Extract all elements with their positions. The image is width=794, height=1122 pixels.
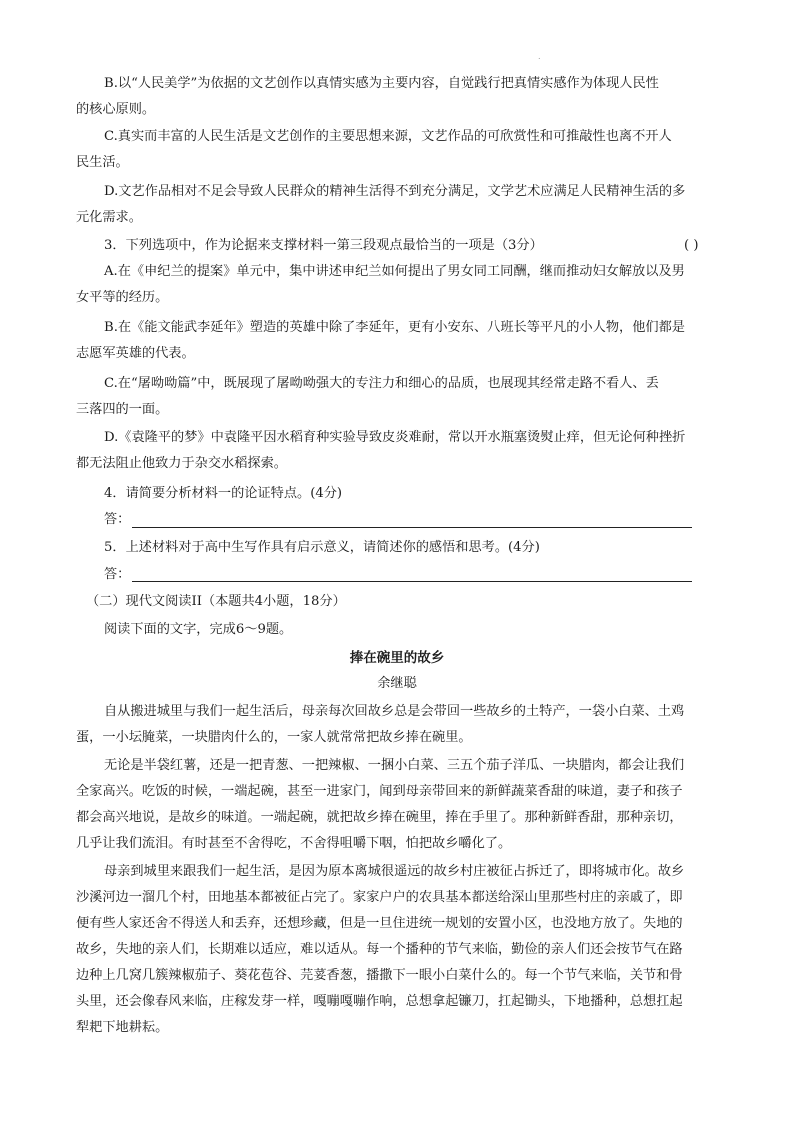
q3-option-b-line2: 志愿军英雄的代表。 xyxy=(76,346,195,361)
p3-line7: 犁耙下地耕耘。 xyxy=(76,1020,169,1035)
p1-line1: 自从搬进城里与我们一起生活后，母亲每次回故乡总是会带回一些故乡的土特产，一袋小白菜、土鸡 xyxy=(104,704,685,719)
q2-option-d-line2: 元化需求。 xyxy=(76,210,142,225)
q2-option-b-line1: B.以“人民美学”为依据的文艺创作以真情实感为主要内容，自觉践行把真情实感作为体现人民性 xyxy=(104,76,659,91)
q5-answer-line[interactable] xyxy=(132,581,692,582)
section-instruction: 阅读下面的文字，完成6～9题。 xyxy=(104,622,293,637)
p2-line2: 全家高兴。吃饭的时候，一端起碗，甚至一进家门，闻到母亲带回来的新鲜蔬菜香甜的味道，妻子和孩子 xyxy=(76,784,683,799)
q3-option-c-line1: C.在“屠呦呦篇”中，既展现了屠呦呦强大的专注力和细心的品质，也展现其经常走路不看人、丢 xyxy=(104,376,659,391)
q4-answer-label: 答： xyxy=(104,512,131,527)
q4-answer-line[interactable] xyxy=(132,527,692,528)
q2-option-d-line1: D.文艺作品相对不足会导致人民群众的精神生活得不到充分满足，文学艺术应满足人民精神生活的多 xyxy=(104,184,686,199)
q3-option-d-line2: 都无法阻止他致力于杂交水稻探索。 xyxy=(76,456,287,471)
p3-line5: 边种上几窝几簇辣椒茄子、葵花苞谷、芫荽香葱，播撒下一眼小白菜什么的。每一个节气来临，关节和骨 xyxy=(76,968,683,983)
q3-option-c-line2: 三落四的一面。 xyxy=(76,402,169,417)
p1-line2: 蛋，一小坛腌菜，一块腊肉什么的，一家人就常常把故乡捧在碗里。 xyxy=(76,730,472,745)
p3-line1: 母亲到城里来跟我们一起生活，是因为原本离城很遥远的故乡村庄被征占拆迁了，即将城市化。故乡 xyxy=(104,864,685,879)
p2-line1: 无论是半袋红薯，还是一把青葱、一把辣椒、一捆小白菜、三五个茄子洋瓜、一块腊肉，都会让我们 xyxy=(104,758,685,773)
q2-option-c-line2: 民生活。 xyxy=(76,155,129,170)
q3-option-b-line1: B.在《能文能武李延年》塑造的英雄中除了李延年，更有小安东、八班长等平凡的小人物，他们都是 xyxy=(104,320,685,335)
q5-answer-label: 答： xyxy=(104,567,131,582)
q3-stem: 3．下列选项中，作为论据来支撑材料一第三段观点最恰当的一项是（3分） xyxy=(104,238,543,253)
p2-line3: 都会高兴地说，是故乡的味道。一端起碗，就把故乡捧在碗里，捧在手里了。那种新鲜香甜，那种亲切， xyxy=(76,810,683,825)
p3-line2: 沙溪河边一溜几个村，田地基本都被征占完了。家家户户的农具基本都送给深山里那些村庄的亲戚了，即 xyxy=(76,890,683,905)
q2-option-c-line1: C.真实而丰富的人民生活是文艺创作的主要思想来源，文艺作品的可欣赏性和可推敲性也离不开人 xyxy=(104,129,672,144)
q3-option-a-line1: A.在《申纪兰的提案》单元中，集中讲述申纪兰如何提出了男女同工同酬，继而推动妇女解放以及男 xyxy=(104,264,685,279)
q3-option-d-line1: D.《袁隆平的梦》中袁隆平因水稻育种实验导致皮炎难耐，常以开水瓶塞烫熨止痒，但无论何种挫折 xyxy=(104,430,686,445)
q5-stem: 5．上述材料对于高中生写作具有启示意义，请简述你的感悟和思考。(4分) xyxy=(104,540,540,555)
p3-line6: 头里，还会像春风来临，庄稼发芽一样，嘎嘣嘎嘣作响，总想拿起镰刀，扛起锄头，下地播种，总想扛起 xyxy=(76,994,683,1009)
p3-line3: 便有些人家还舍不得送人和丢弃，还想珍藏，但是一旦住进统一规划的安置小区，也没地方放了。失地的 xyxy=(76,916,683,931)
q4-stem: 4．请简要分析材料一的论证特点。(4分) xyxy=(104,486,343,501)
p3-line4: 故乡，失地的亲人们，长期难以适应，难以适从。每一个播种的节气来临，勤俭的亲人们还会按节气在路 xyxy=(76,942,683,957)
q3-option-a-line2: 女平等的经历。 xyxy=(76,290,169,305)
page-mark: . xyxy=(538,52,541,61)
passage-author: 余继聪 xyxy=(377,676,417,691)
q3-answer-paren[interactable]: ( ) xyxy=(684,238,699,253)
passage-title: 捧在碗里的故乡 xyxy=(349,650,445,666)
q2-option-b-line2: 的核心原则。 xyxy=(76,102,156,117)
section-heading: （二）现代文阅读II（本题共4小题，18分） xyxy=(86,594,346,609)
p2-line4: 几乎让我们流泪。有时甚至不舍得吃，不舍得咀嚼下咽，怕把故乡嚼化了。 xyxy=(76,836,512,851)
